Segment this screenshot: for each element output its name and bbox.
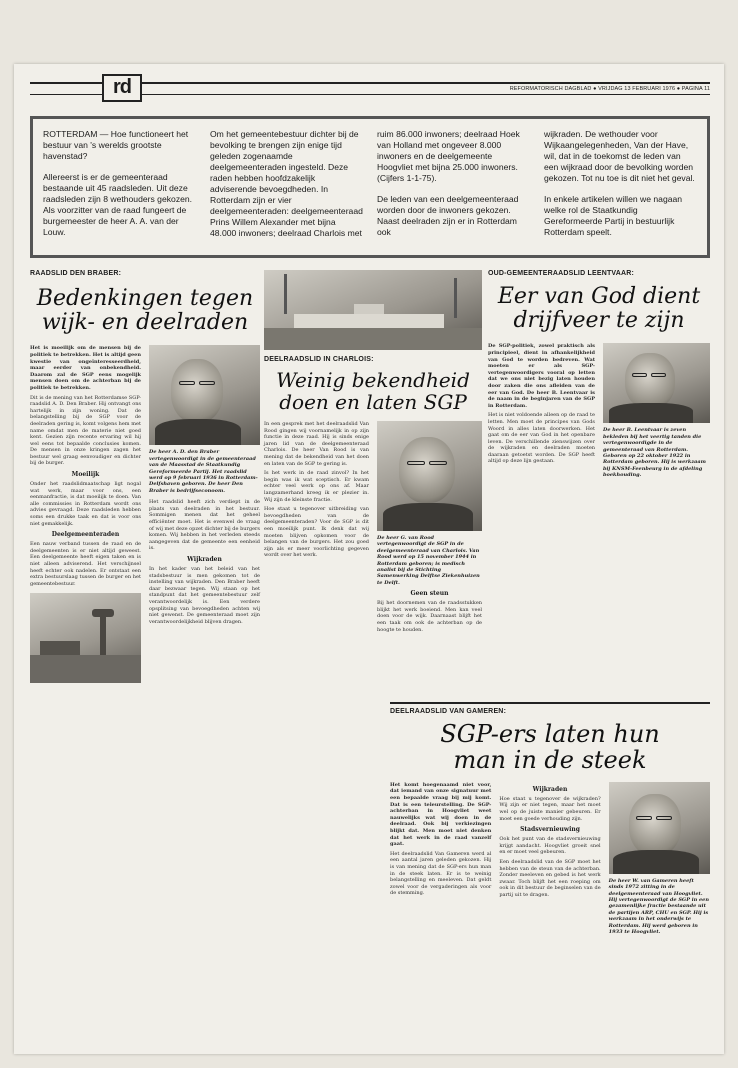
headline-line-1: Weinig bekendheid (276, 368, 470, 392)
intro-column-1 (43, 129, 196, 245)
intro-paragraph: ROTTERDAM — Hoe functioneert het bestuur van 's werelds grootste havenstad? (43, 129, 189, 161)
article-kicker: DEELRAADSLID VAN GAMEREN: (390, 708, 507, 715)
article-paragraph: Een deelraadslid van de SGP moet het hebben van de steun van de achterban. Zonder meeleven en gebed is het werk zwaar. Toch blijft het een roeping om ook in dit bestuur de beginselen van de partij uit te dragen. (499, 858, 601, 898)
article-paragraph: In een gesprek met het deelraadslid Van Rood gingen wij voornamelijk in op zijn functie in deze raad. Hij is sinds enige jaren lid van de deelgemeenteraad Charlois. De heer Van Rood is van mening dat de bekendheid van het doen en laten van de SGP te gering is. (264, 421, 369, 467)
article-paragraph: Het deelraadslid Van Gameren werd al een aantal jaren geleden gekozen. Hij is van mening dat de SGP-ers hun man in de steek laten. Er is te weinig belangstelling en meeleven. Dat geldt zowel voor de vergaderingen als voor de stemming. (390, 850, 492, 897)
article-kicker: DEELRAADSLID IN CHARLOIS: (264, 356, 374, 363)
article-subhead: Moeilijk (71, 471, 100, 479)
article-subhead: Geen steun (410, 590, 449, 598)
portrait-caption: De heer B. Leentvaar is zeven bekleden bij het veertig tanden die vertegenwoordigde in de gemeenteraad van Rotterdam. Geboren op 22 oktober 1922 in Rotterdam geboren. Hij is werkzaam bij KNSM-Feenbeurg in de afdeling boekhouding. (603, 427, 706, 479)
intro-paragraph: De leden van een deelgemeenteraad worden door de inwoners gekozen. Naast deelraden zijn er in Rotterdam ook (377, 194, 519, 237)
issue-info: REFORMATORISCH DAGBLAD ● VRIJDAG 13 FEBRUARI 1976 ● PAGINA 11 (506, 86, 710, 92)
article-paragraph: Het raadslid heeft zich verdiept in de plaats van deelraden in het bestuur. Sommigen menen dat het geheel efficiënter moet. Het is evenwel de vraag of wij met deze opzet dichter bij de burgers komen. Wij hebben in het verleden steeds aangegeven dat de gemeente een eenheid is. (149, 499, 260, 552)
article-paragraph: Een nauw verband tussen de raad en de deelgemeenten is er niet altijd geweest. Een deelgemeente heeft eigen taken en is niet alleen adviserend. Het verschijnsel heeft echter ook nadelen. Er ontstaat een extra bestuurslaag tussen de burger en het gemeentebestuur. (30, 541, 141, 587)
photo-harbour-skyline (30, 593, 141, 683)
intro-paragraph: ruim 86.000 inwoners; deelraad Hoek van Holland met ongeveer 8.000 inwoners en de deelgemeente Hoogvliet met bijna 25.000 inwoners. (Cijfers 1-1-75). (377, 129, 520, 183)
headline-line-2: man in de steek (453, 746, 647, 775)
newspaper-logo: rd (102, 74, 142, 102)
headline-line-2: doen en laten SGP (279, 390, 467, 414)
article-subhead: Deelgemeenteraden (51, 531, 120, 539)
portrait-den-braber (149, 345, 260, 445)
article-headline (488, 285, 710, 333)
intro-column-4 (544, 129, 697, 245)
article-van-gameren (390, 702, 710, 1040)
headline-line-2: wijk- en deelraden (41, 310, 249, 336)
headline-line-1: Eer van God dient (497, 284, 701, 309)
portrait-leentvaar (603, 343, 710, 423)
article-paragraph: Ook het punt van de stadsvernieuwing krijgt aandacht. Hoogvliet groeit snel en er moet veel gebeuren. (499, 836, 601, 856)
article-paragraph: Onder het raadslidmaatschap ligt nogal wat werk, maar voor ons, een eenmanfractie, is dat moeilijk te doen. Van alle commissies in Rotterdam wordt ons advies gevraagd. Deze raadsleden hebben soms een drukke taak en dat is voor ons niet gemakkelijk. (30, 481, 141, 527)
article-paragraph: Het is niet voldoende alleen op de raad te letten. Men moet de principes van Gods Woord in alles laten doorwerken. Het gaat om de eer van God in het openbare leven. De verschillende zienswijzen over de wijkraden en deelraden moeten daaraan getoetst worden. De SGP heeft altijd op deze lijn gestaan. (488, 412, 595, 465)
headline-line-1: Bedenkingen tegen (36, 286, 254, 311)
article-headline (390, 721, 710, 774)
article-lead: Het is moeilijk om de mensen bij de politiek te betrekken. Het is altijd geen kwestie van ongeïnteresseerdheid, maar eerder van onbekendheid. Daarom zal de SGP eens mogelijk mensen doen om de achterban bij de politiek te betrekken. (30, 345, 141, 391)
article-subhead: Wijkraden (187, 555, 222, 563)
headline-line-2: drijfveer te zijn (513, 308, 685, 334)
article-kicker: OUD-GEMEENTERAADSLID LEENTVAAR: (488, 270, 635, 277)
portrait-van-gameren (609, 782, 710, 874)
portrait-caption: De heer A. D. den Braber vertegenwoordigt in de gemeenteraad van de Maasstad de Staatkundig Gereformeerde Partij. Het raadslid werd op 9 februari 1936 in Rotterdam-Delfshaven geboren. De heer Den Braber is bedrijfseconoom. (149, 449, 258, 494)
intro-column-2 (210, 129, 363, 245)
article-paragraph: Is het werk in de raad zinvol? In het begin was ik wat sceptisch. Er kwam echter veel werk op ons af. Maar langzamerhand kreeg ik er plezier in. Wij zijn de kleinste fractie. (264, 470, 369, 503)
portrait-van-rood (377, 421, 482, 531)
article-paragraph: Hoe staat u tegenover de wijkraden? Wij zijn er niet tegen, maar het moet wel op de juiste manier gebeuren. Er moet een goede verhouding zijn. (499, 795, 601, 822)
article-lead: De SGP-politiek, zowel praktisch als principieel, dient in afhankelijkheid van God te worden bedreven. Wat moeten er als SGP-vertegenwoordigers vooral op letten dat we ons niet bezig laten houden door zaken die ons afleiden van de eer van God. De heer B. Leentvaar is de naam in de beginjaren van de SGP in Rotterdam. (488, 343, 595, 409)
portrait-caption: De heer G. van Rood vertegenwoordigt de SGP in de deelgemeenteraad van Charlois. Van Rood werd op 15 november 1944 in Rotterdam geboren; is medisch analist bij de Stichting Samenwerking Delftse Ziekenhuizen te Delft. (377, 535, 480, 586)
article-leentvaar (488, 270, 710, 700)
headline-line-1: SGP-ers laten hun (440, 720, 660, 748)
intro-column-3 (377, 129, 530, 245)
article-lead: Het komt hoegenaamd niet voor, dat iemand van onze signatuur met een bepaalde vraag bij mij komt. Dat is een teleurstelling. De SGP-achterban in Hoogvliet weet nauwelijks wat wij doen in de deelraad. Ook bij verkiezingen blijkt dat. Men moet niet denken dat het werk in de raad vanzelf gaat. (390, 781, 492, 848)
masthead (30, 74, 710, 108)
intro-paragraph: Allereerst is er de gemeenteraad bestaande uit 45 raadsleden. Uit deze raadsleden zijn 8 wethouders gekozen. Als voorzitter van de raad fungeert de burgemeester de heer A. A. van der Louw. (43, 172, 193, 237)
article-paragraph: Bij het doornemen van de raadsstukken blijkt het werk boeiend. Men kan veel doen voor de wijk. Daarnaast blijft het een taak om ook de achterban op de hoogte te houden. (377, 600, 482, 633)
article-den-braber (30, 270, 260, 1040)
article-kicker: RAADSLID DEN BRABER: (30, 270, 122, 277)
article-headline (264, 369, 482, 413)
article-paragraph: In het kader van het beleid van het stadsbestuur is men gekomen tot de instelling van wijkraden. Den Braber heeft daar bezwaar tegen. Wij staan op het standpunt dat het gemeentebestuur zelf verantwoordelijk is. Een verdere opsplitsing van bevoegdheden achten wij niet gewenst. De gemeenteraad moet zijn verantwoordelijkheid blijven dragen. (149, 565, 260, 625)
article-subhead: Wijkraden (532, 785, 568, 793)
intro-paragraph: In enkele artikelen willen we nagaan welke rol de Staatkundig Gereformeerde Partij in bestuurlijk Rotterdam speelt. (544, 194, 683, 237)
portrait-caption: De heer W. van Gameren heeft sinds 1972 zitting in de deelgemeenteraad van Hoogvliet. Hij vertegenwoordigt de SGP in een gezamenlijke fractie bestaande uit de partijen ARP, CHU en SGP. Hij is werkzaam in het onderwijs te Rotterdam. Hij werd geboren in 1933 te Hoogvliet. (608, 877, 709, 936)
newspaper-page (14, 64, 724, 1054)
intro-box (30, 116, 710, 258)
article-paragraph: Dit is de mening van het Rotterdamse SGP-raadslid A. D. Den Braber. Hij ontvangt ons hartelijk in zijn woning. Dat de belangstelling bij de SGP voor de deelraden gering is, komt volgens hem met name omdat men de materie niet goed kent. Gezien zijn recente ervaring wil hij wel eens tot bepaalde conclusies komen. De mensen in onze kringen zagen het bestuur wel graag eenvoudiger en dichter bij de burger. (30, 394, 141, 467)
intro-paragraph: Om het gemeentebestuur dichter bij de bevolking te brengen zijn enige tijd geleden zogenaamde deelgemeenteraden ingesteld. Deze raden hebben hoofdzakelijk adviserende bevoegdheden. In Rotterdam zijn er vier deelgemeenteraden: deelgemeenteraad Prins Willem Alexander met bijna 48.000 inwoners; deelraad Charlois met (210, 129, 363, 238)
article-subhead: Stadsvernieuwing (520, 826, 580, 834)
article-headline (30, 287, 260, 335)
intro-paragraph: wijkraden. De wethouder voor Wijkaangelegenheden, Van der Have, wil, dat in de toekomst de leden van een wijkraad door de bevolking worden gekozen. Tot nu toe is dit niet het geval. (544, 129, 695, 183)
article-paragraph: Hoe staat u tegenover uitbreiding van bevoegdheden van de deelgemeenteraden? Voor de SGP is dit een moeilijk punt. Ik denk dat wij moeten blijven opkomen voor de belangen van de burgers. Het zou goed zijn als er meer voorlichting gegeven wordt over het werk. (264, 506, 369, 559)
photo-harbour-ship (264, 270, 482, 350)
